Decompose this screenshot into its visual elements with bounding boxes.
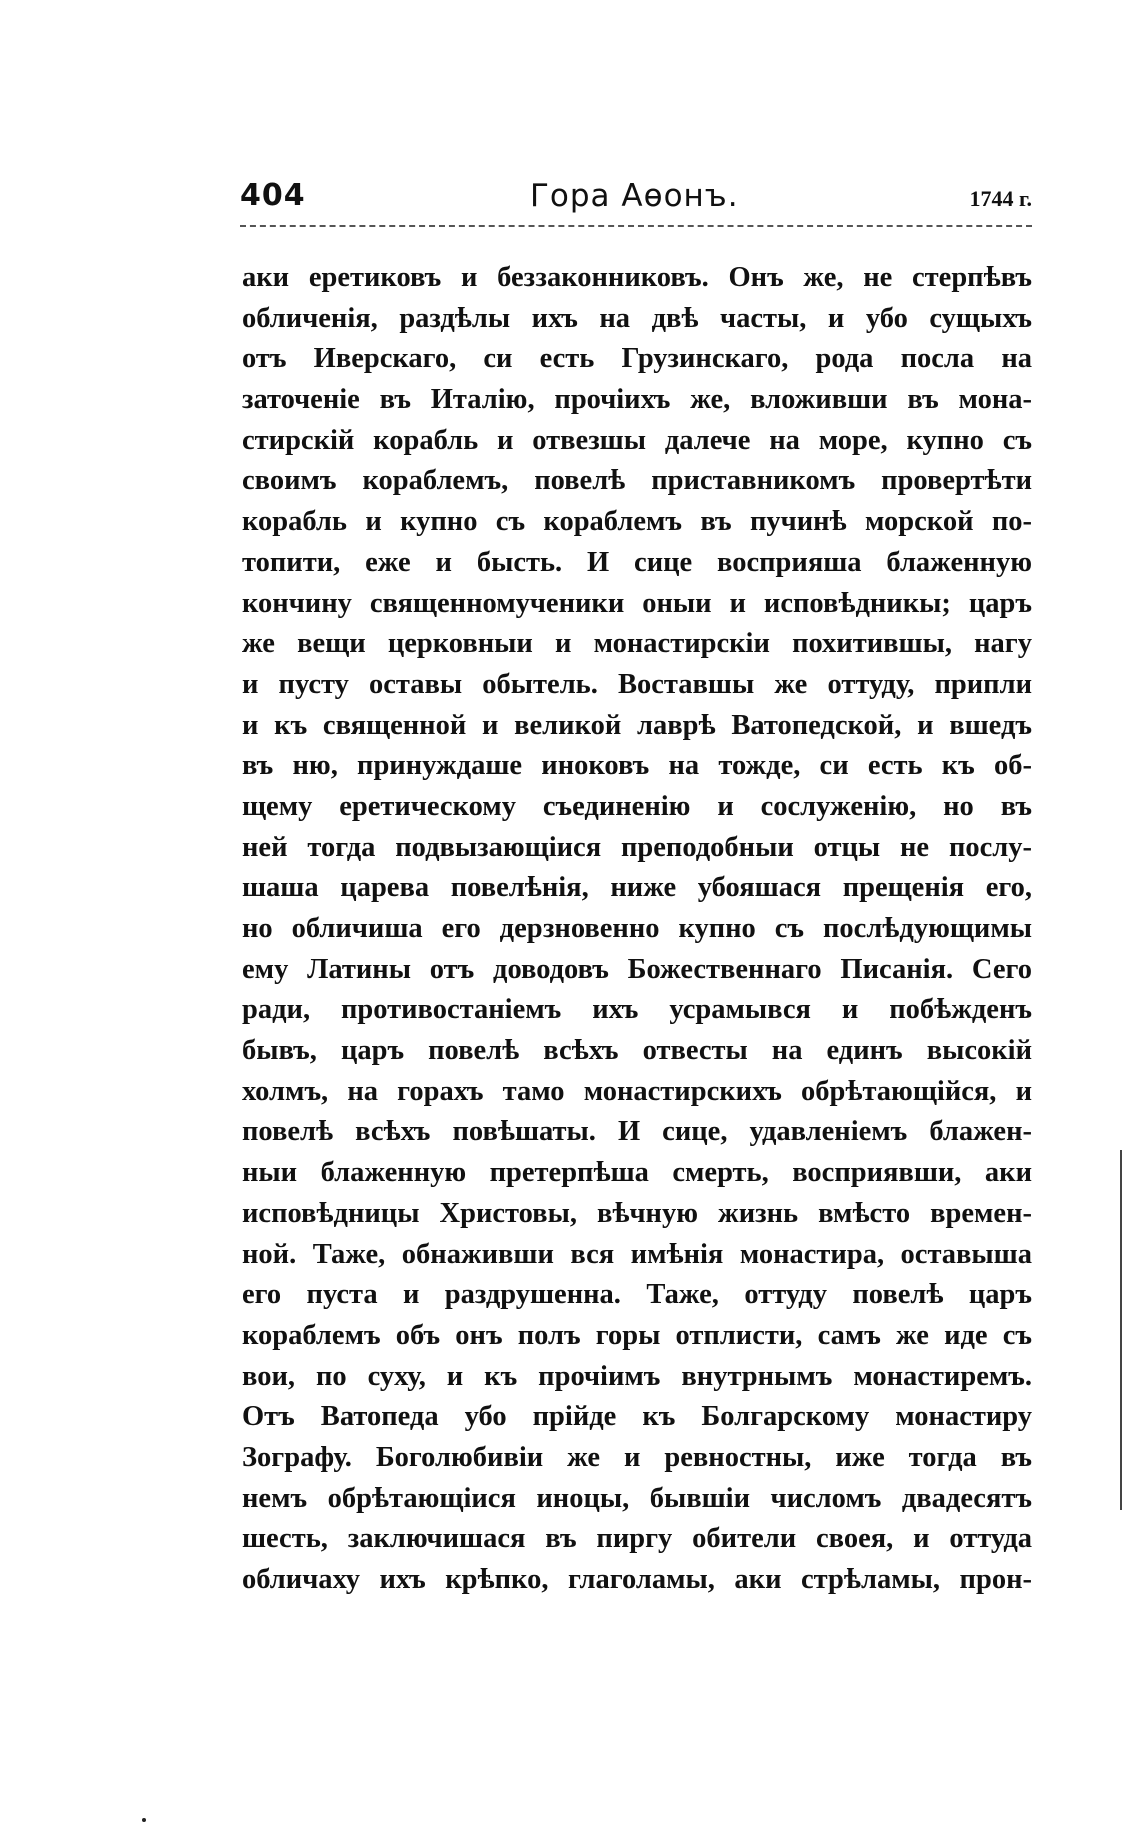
text-line: исповѣдницы Христовы, вѣчную жизнь вмѣсто времен-: [242, 1197, 1032, 1229]
text-line: въ ню, принуждаше иноковъ на тожде, си есть къ об-: [242, 750, 1032, 782]
text-line: кораблемъ объ онъ полъ горы отплисти, самъ же иде съ: [242, 1319, 1032, 1351]
page-number: 404: [240, 178, 306, 213]
text-line: вои, по суху, и къ прочіимъ внутрнымъ монастиремъ.: [242, 1360, 1032, 1392]
body-text: [242, 258, 1032, 1601]
text-line: ныи блаженную претерпѣша смерть, восприявши, аки: [242, 1157, 1032, 1189]
text-line: корабль и купно съ кораблемъ въ пучинѣ морской по-: [242, 506, 1032, 538]
text-line: обличенія, раздѣлы ихъ на двѣ часты, и убо сущыхъ: [242, 302, 1032, 334]
text-line: своимъ кораблемъ, повелѣ приставникомъ провертѣти: [242, 465, 1032, 497]
text-line: Отъ Ватопеда убо прійде къ Болгарскому монастиру: [242, 1401, 1032, 1433]
year-marker: 1744 г.: [969, 186, 1032, 211]
text-line: и къ священной и великой лаврѣ Ватопедской, и вшедъ: [242, 709, 1032, 741]
running-title: Гора Аѳонъ.: [530, 178, 739, 214]
text-line: заточеніе въ Италію, прочіихъ же, вложивши въ мона-: [242, 384, 1032, 416]
page-header: [240, 178, 1032, 226]
text-line: Зографу. Боголюбивіи же и ревностны, иже тогда въ: [242, 1441, 1032, 1473]
text-line: ней тогда подвызающіися преподобныи отцы не послу-: [242, 831, 1032, 863]
text-line: же вещи церковныи и монастирскіи похитившы, нагу: [242, 628, 1032, 660]
margin-scan-mark: [1120, 1150, 1122, 1510]
text-line: его пуста и раздрушенна. Таже, оттуду повелѣ царъ: [242, 1279, 1032, 1311]
scan-speck: [142, 1818, 146, 1822]
text-line: щему еретическому съединенію и сослуженію, но въ: [242, 790, 1032, 822]
text-line: аки еретиковъ и беззаконниковъ. Онъ же, не стерпѣвъ: [242, 262, 1032, 293]
text-line: стирскій корабль и отвезшы далече на море, купно съ: [242, 424, 1032, 456]
header-rule: [240, 225, 1032, 227]
text-line: повелѣ всѣхъ повѣшаты. И сице, удавленіемъ блажен-: [242, 1116, 1032, 1148]
text-line: ему Латины отъ доводовъ Божественнаго Писанія. Сего: [242, 953, 1032, 985]
text-line: шесть, заключишася въ пиргу обители своея, и оттуда: [242, 1523, 1032, 1555]
text-line: шаша царева повелѣнія, ниже убояшася прещенія его,: [242, 872, 1032, 904]
text-line: и пусту оставы обытель. Воставшы же оттуду, припли: [242, 668, 1032, 700]
text-line: бывъ, царъ повелѣ всѣхъ отвесты на единъ высокій: [242, 1035, 1032, 1067]
text-line: ради, противостаніемъ ихъ усрамывся и побѣжденъ: [242, 994, 1032, 1026]
text-line: кончину священномученики оныи и исповѣдникы; царъ: [242, 587, 1032, 619]
text-line: но обличиша его дерзновенно купно съ послѣдующимы: [242, 913, 1032, 944]
text-line: обличаху ихъ крѣпко, глаголамы, аки стрѣламы, прон-: [242, 1564, 1032, 1595]
text-line: отъ Иверскаго, си есть Грузинскаго, рода посла на: [242, 343, 1032, 375]
text-line: немъ обрѣтающіися иноцы, бывшіи числомъ двадесятъ: [242, 1482, 1032, 1514]
text-line: холмъ, на горахъ тамо монастирскихъ обрѣтающійся, и: [242, 1075, 1032, 1107]
text-line: ной. Таже, обнаживши вся имѣнія монастира, оставыша: [242, 1238, 1032, 1270]
text-line: топити, еже и бысть. И сице восприяша блаженную: [242, 546, 1032, 578]
